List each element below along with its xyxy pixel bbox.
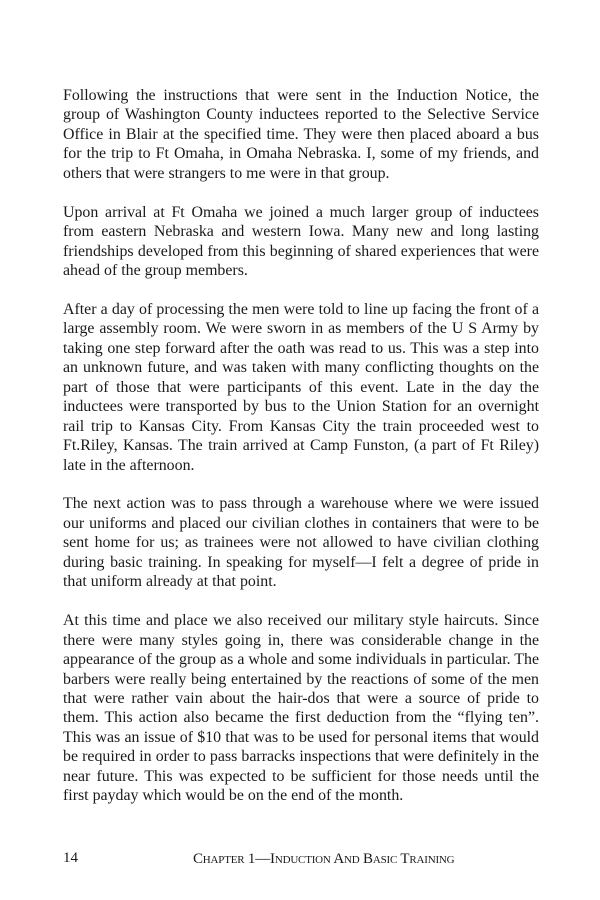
page-footer xyxy=(63,850,539,870)
running-head: Chapter 1—Induction And Basic Training xyxy=(193,851,455,867)
paragraph-swearing-in: After a day of processing the men were told to line up facing the front of a large assembly room. We were sworn in as members of the U S Army by taking one step forward after the oath was read to us. This was a step into an unknown future, and was taken with many conflicting thoughts on the part of those that were participants of this event. Late in the day the inductees were transported by bus to the Union Station for an overnight rail trip to Kansas City. From Kansas City the train proceeded west to Ft.Riley, Kansas. The train arrived at Camp Funston, (a part of Ft Riley) late in the afternoon. xyxy=(63,300,539,474)
page-body xyxy=(63,86,539,825)
page-number: 14 xyxy=(63,850,78,866)
paragraph-haircuts: At this time and place we also received our military style haircuts. Since there were many styles going in, there was considerable change in the appearance of the group as a whole and some individuals in particular. The barbers were really being entertained by the reactions of some of the men that were rather vain about the hair-dos that were a source of pride to them. This action also became the first deduction from the “flying ten”. This was an issue of $10 that was to be used for personal items that would be required in order to pass barracks inspections that were definitely in the near future. This was expected to be sufficient for those needs until the first payday which would be on the end of the month. xyxy=(63,612,539,805)
paragraph-induction-notice: Following the instructions that were sent in the Induction Notice, the group of Washington County inductees reported to the Selective Service Office in Blair at the specified time. They were then placed aboard a bus for the trip to Ft Omaha, in Omaha Nebraska. I, some of my friends, and others that were strangers to me were in that group. xyxy=(63,87,539,182)
paragraph-ft-omaha-arrival: Upon arrival at Ft Omaha we joined a much larger group of inductees from eastern Nebraska and western Iowa. Many new and long lasting friendships developed from this beginning of shared experiences that were ahead of the group members. xyxy=(63,203,539,280)
paragraph-uniforms: The next action was to pass through a warehouse where we were issued our uniforms and placed our civilian clothes in containers that were to be sent home for us; as trainees were not allowed to have civilian clothing during basic training. In speaking for myself—I felt a degree of pride in that uniform already at that point. xyxy=(63,495,539,591)
